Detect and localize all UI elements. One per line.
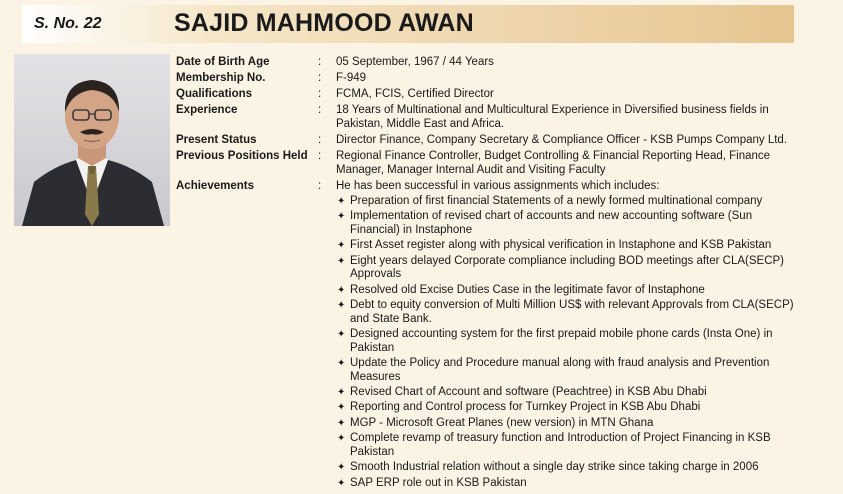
achievement-text: Eight years delayed Corporate compliance including BOD meetings after CLA(SECP) Approvals: [350, 254, 785, 281]
list-item: [336, 239, 796, 253]
row-colon: :: [318, 72, 322, 84]
list-item: [336, 195, 796, 209]
row-value: F-949: [336, 72, 367, 84]
star-bullet-icon: ✦: [337, 387, 346, 399]
profile-details: [176, 55, 796, 494]
row-value: 18 Years of Multinational and Multicultural Experience in Diversified business fields in Pakistan, Middle East and Africa.: [336, 104, 769, 130]
row-colon: :: [318, 104, 322, 116]
list-item: [336, 357, 796, 384]
achievement-text: First Asset register along with physical verification in Instaphone and KSB Pakistan: [350, 239, 772, 252]
row-label: Qualifications: [176, 88, 253, 100]
star-bullet-icon: ✦: [337, 196, 346, 207]
row-value: Director Finance, Company Secretary & Compliance Officer - KSB Pumps Company Ltd.: [336, 134, 788, 146]
achievement-text: Revised Chart of Account and software (Peachtree) in KSB Abu Dhabi: [350, 386, 707, 399]
experience-row: [176, 103, 796, 131]
list-item: [336, 284, 796, 298]
achievement-text: Resolved old Excise Duties Case in the legitimate favor of Instaphone: [350, 283, 705, 296]
list-item: [336, 386, 796, 400]
achievement-text: Debt to equity conversion of Multi Million US$ with relevant Approvals from CLA(SECP) and State Bank.: [350, 299, 794, 325]
achievement-text: MGP - Microsoft Great Planes (new version) in MTN Ghana: [350, 416, 654, 429]
achievement-text: Designed accounting system for the first prepaid mobile phone cards (Insta One) in Pakistan: [350, 328, 773, 354]
row-value: FCMA, FCIS, Certified Director: [336, 88, 494, 100]
row-colon: :: [318, 180, 322, 192]
row-label: Experience: [176, 104, 238, 116]
row-label: Achievements: [176, 180, 254, 192]
list-item: [336, 299, 796, 326]
star-bullet-icon: ✦: [337, 300, 346, 312]
star-bullet-icon: ✦: [337, 240, 346, 252]
present-status-row: [176, 133, 796, 147]
star-bullet-icon: ✦: [337, 255, 346, 267]
star-bullet-icon: ✦: [337, 417, 346, 429]
row-colon: :: [318, 88, 322, 100]
achievement-text: SAP ERP role out in KSB Pakistan: [350, 476, 527, 489]
list-item: [336, 210, 796, 237]
row-label: Previous Positions Held: [176, 150, 308, 162]
achievements-block: [336, 179, 796, 492]
row-value: Regional Finance Controller, Budget Controlling & Financial Reporting Head, Finance Manager, Manager Internal Audit and Visiting Faculty: [336, 150, 771, 176]
qualifications-row: [176, 87, 796, 101]
achievement-text: Preparation of first financial Statements of a newly formed multinational company: [350, 195, 763, 207]
row-label: Present Status: [176, 134, 257, 146]
list-item: [336, 461, 796, 475]
dob-row: [176, 55, 796, 69]
achievements-row: [176, 179, 796, 492]
person-name: SAJID MAHMOOD AWAN: [174, 9, 474, 37]
membership-row: [176, 71, 796, 85]
star-bullet-icon: ✦: [337, 402, 346, 414]
list-item: [336, 328, 796, 355]
row-colon: :: [318, 56, 322, 68]
achievement-text: Implementation of revised chart of accounts and new accounting software (Sun Financial) in Instaphone: [350, 210, 753, 236]
row-colon: :: [318, 134, 322, 146]
row-value: 05 September, 1967 / 44 Years: [336, 56, 494, 68]
achievement-text: Update the Policy and Procedure manual along with fraud analysis and Prevention Measures: [350, 357, 770, 383]
list-item: [336, 477, 796, 491]
achievements-list: [336, 195, 796, 490]
row-label: Membership No.: [176, 72, 266, 84]
list-item: [336, 401, 796, 415]
previous-positions-row: [176, 149, 796, 177]
row-label: Date of Birth Age: [176, 56, 270, 68]
star-bullet-icon: ✦: [337, 433, 346, 445]
star-bullet-icon: ✦: [337, 477, 346, 489]
achievements-intro: He has been successful in various assignments which includes:: [336, 180, 660, 192]
list-item: [336, 255, 796, 282]
row-colon: :: [318, 150, 322, 162]
achievement-text: Smooth Industrial relation without a single day strike since taking charge in 2006: [350, 461, 759, 474]
list-item: [336, 432, 796, 459]
achievement-text: Complete revamp of treasury function and Introduction of Project Financing in KSB Pakistan: [350, 432, 771, 458]
list-item: [336, 417, 796, 431]
star-bullet-icon: ✦: [337, 358, 346, 370]
star-bullet-icon: ✦: [337, 211, 346, 223]
portrait-photo: [14, 54, 170, 226]
star-bullet-icon: ✦: [337, 462, 346, 474]
serial-number: S. No. 22: [34, 15, 102, 32]
star-bullet-icon: ✦: [337, 284, 346, 296]
achievement-text: Reporting and Control process for Turnkey Project in KSB Abu Dhabi: [350, 401, 701, 414]
star-bullet-icon: ✦: [337, 329, 346, 341]
